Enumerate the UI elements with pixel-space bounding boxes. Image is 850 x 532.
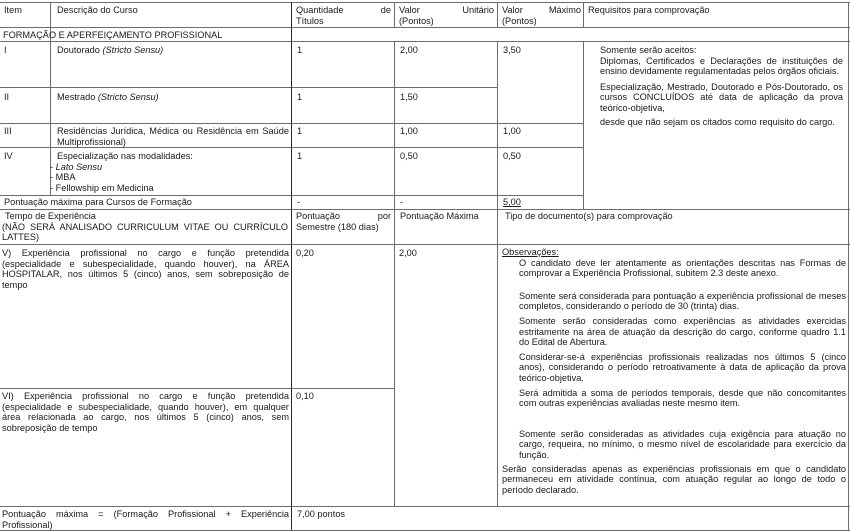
pontuacao-formacao-label: Pontuação máxima para Cursos de Formação	[4, 197, 192, 207]
row-iv-descricao-block	[50, 151, 288, 193]
rule	[291, 2, 292, 530]
rule	[497, 2, 498, 27]
header-valor-unitario-c: (Pontos)	[399, 15, 434, 26]
total-label: Pontuação máxima = (Formação Profissional + Experiência Profissional)	[2, 509, 289, 530]
row-sub-item: - MBA	[50, 172, 76, 183]
observacoes-title: Observações:	[502, 247, 559, 257]
row-quantidade: 1	[297, 45, 303, 55]
requisitos-p3: desde que não sejam os citados como requisito do cargo.	[600, 116, 835, 127]
section-formacao-title: FORMAÇÃO E APERFEIÇAMENTO PROFISSIONAL	[3, 30, 223, 40]
rule	[0, 87, 497, 88]
row-descricao: Especialização nas modalidades:	[57, 151, 193, 161]
header-valor-unitario-a: Valor	[399, 5, 420, 15]
rule	[497, 41, 498, 506]
row-descricao	[57, 45, 287, 56]
rule	[583, 2, 584, 27]
row-quantidade: 1	[297, 92, 303, 102]
row-valor-maximo: 0,50	[503, 151, 521, 161]
experiencia-row-pontuacao: 0,10	[296, 391, 314, 401]
experiencia-row-descricao: V) Experiência profissional no cargo e função pretendida (especialidade e subespecialidade, quando houver), na ÁREA HOSPITALAR, nos últimos 5 (cinco) anos, sem sobreposição de tempo	[2, 248, 289, 290]
row-descricao-italic: (Stricto Sensu)	[97, 92, 159, 102]
valor-maximo-doutorado-mestrado: 3,50	[503, 45, 521, 55]
header-valor-maximo-c: (Pontos)	[502, 15, 537, 26]
experiencia-pontuacao-b: por	[377, 211, 391, 221]
row-sub-item: - Fellowship em Medicina	[50, 182, 154, 193]
experiencia-pontuacao-a: Pontuação	[296, 211, 340, 221]
experiencia-pontuacao-maxima: 2,00	[399, 248, 417, 258]
pontuacao-formacao-valor-unitario: -	[400, 197, 404, 207]
observacao-item: O candidato deve ler atentamente as orientações descritas nas Formas de comprovar a Experiência Profissional, subitem 2.3 deste anexo.	[519, 257, 846, 279]
observacao-item: Somente será considerada para pontuação a experiência profissional de meses completos, considerando o período de 30 (trinta) dias.	[519, 290, 846, 312]
header-item: Item	[4, 5, 22, 15]
rule	[394, 2, 395, 27]
rule	[0, 2, 850, 3]
observacao-item: Somente serão consideradas como experiências as atividades exercidas estritamente na área de atuação da descrição do cargo, conforme quadro 1.1 do Edital de Abertura.	[519, 315, 846, 348]
row-sub-item: - Lato Sensu	[50, 161, 103, 172]
rule	[0, 388, 394, 389]
row-descricao-italic: (Stricto Sensu)	[102, 45, 164, 55]
pontuacao-formacao-valor-maximo: 5,00	[503, 197, 521, 207]
observacoes-block	[502, 247, 846, 495]
header-quantidade-a: Quantidade	[296, 5, 344, 15]
rule	[583, 41, 584, 209]
requisitos-formacao	[600, 45, 843, 127]
header-descricao: Descrição do Curso	[57, 5, 138, 15]
rule	[0, 41, 850, 42]
experiencia-row-descricao: VI) Experiência profissional no cargo e função pretendida (especialidade e subespecialidade, quando houver), em qualquer área relacionada ao cargo, nos últimos 5 (cinco) anos, sem sobreposição de tempo	[2, 391, 289, 433]
header-valor-unitario-b: Unitário	[462, 5, 494, 15]
row-sub-item-text: MBA	[55, 172, 76, 183]
row-descricao	[57, 92, 287, 103]
row-descricao-text: Mestrado	[57, 92, 98, 102]
rule	[0, 506, 850, 507]
header-valor-maximo-a: Valor	[502, 5, 523, 15]
header-quantidade-c: Títulos	[296, 15, 324, 26]
experiencia-tipo-documento-header: Tipo de documento(s) para comprovação	[505, 211, 673, 221]
row-item-number: III	[4, 126, 12, 136]
row-item-number: I	[4, 45, 7, 55]
row-valor-unitario: 0,50	[400, 151, 418, 161]
experiencia-row-pontuacao: 0,20	[296, 248, 314, 258]
observacao-item: Será admitida a soma de períodos temporais, desde que não concomitantes com outras experiências avaliadas neste mesmo item.	[519, 387, 846, 409]
row-valor-unitario: 1,00	[400, 126, 418, 136]
observacao-item: Considerar-se-á experiências profissionais realizadas nos últimos 5 (cinco anos), considerando o período retroativamente à data de aplicação da prova teórico-objetiva.	[519, 351, 846, 383]
requisitos-p2: Especialização, Mestrado, Doutorado e Pós-Doutorado, os cursos CONCLUÍDOS até data de aplicação da prova teórico-objetiva,	[600, 81, 843, 113]
experiencia-pontuacao-c: Semestre (180 dias)	[296, 221, 379, 232]
header-quantidade	[296, 5, 391, 26]
pontuacao-formacao-quantidade: -	[297, 197, 301, 207]
row-item-number: II	[4, 92, 10, 102]
row-descricao: Residências Jurídica, Médica ou Residência em Saúde Multiprofissional)	[57, 126, 289, 147]
row-sub-item-text: Lato Sensu	[55, 161, 103, 172]
row-valor-unitario: 2,00	[400, 45, 418, 55]
header-valor-maximo	[502, 5, 581, 26]
rule	[848, 2, 849, 530]
observacao-item: Somente serão consideradas as atividades cuja exigência para atuação no cargo, requeira, no mínimo, o mesmo nível de escolaridade para exercício da função.	[519, 428, 846, 460]
rule	[0, 244, 850, 245]
row-quantidade: 1	[297, 126, 303, 136]
requisitos-p1-title: Somente serão aceitos:	[600, 45, 697, 55]
header-valor-unitario	[399, 5, 494, 26]
rule	[394, 41, 395, 506]
row-descricao-text: Doutorado	[57, 45, 103, 55]
row-quantidade: 1	[297, 151, 303, 161]
row-valor-unitario: 1,50	[400, 92, 418, 102]
header-valor-maximo-b: Máximo	[548, 5, 581, 15]
experiencia-tempo-block	[2, 211, 288, 243]
header-requisitos: Requisitos para comprovação	[588, 5, 710, 15]
rule	[0, 27, 850, 28]
requisitos-p1-body: Diplomas, Certificados e Declarações de instituições de ensino devidamente regulamentadas pelos órgãos oficiais.	[600, 55, 843, 77]
observacoes-list	[502, 258, 846, 461]
observacao-item: Serão consideradas apenas as experiências profissionais em que o candidato permaneceu em atividade contínua, com atuação regular ao longo de todo o período declarado.	[502, 463, 846, 495]
total-valor: 7,00 pontos	[297, 509, 346, 519]
experiencia-tempo-label: Tempo de Experiência	[5, 211, 96, 221]
experiencia-tempo-note: (NÃO SERÁ ANALISADO CURRICULUM VITAE OU CURRÍCULO LATTES)	[2, 221, 288, 243]
header-quantidade-b: de	[380, 5, 391, 15]
rule	[0, 209, 850, 210]
experiencia-pontuacao-maxima-header: Pontuação Máxima	[400, 211, 479, 221]
row-sub-item-text: Fellowship em Medicina	[55, 182, 154, 193]
row-valor-maximo: 1,00	[503, 126, 521, 136]
experiencia-pontuacao-header	[296, 211, 391, 232]
row-item-number: IV	[4, 151, 13, 161]
